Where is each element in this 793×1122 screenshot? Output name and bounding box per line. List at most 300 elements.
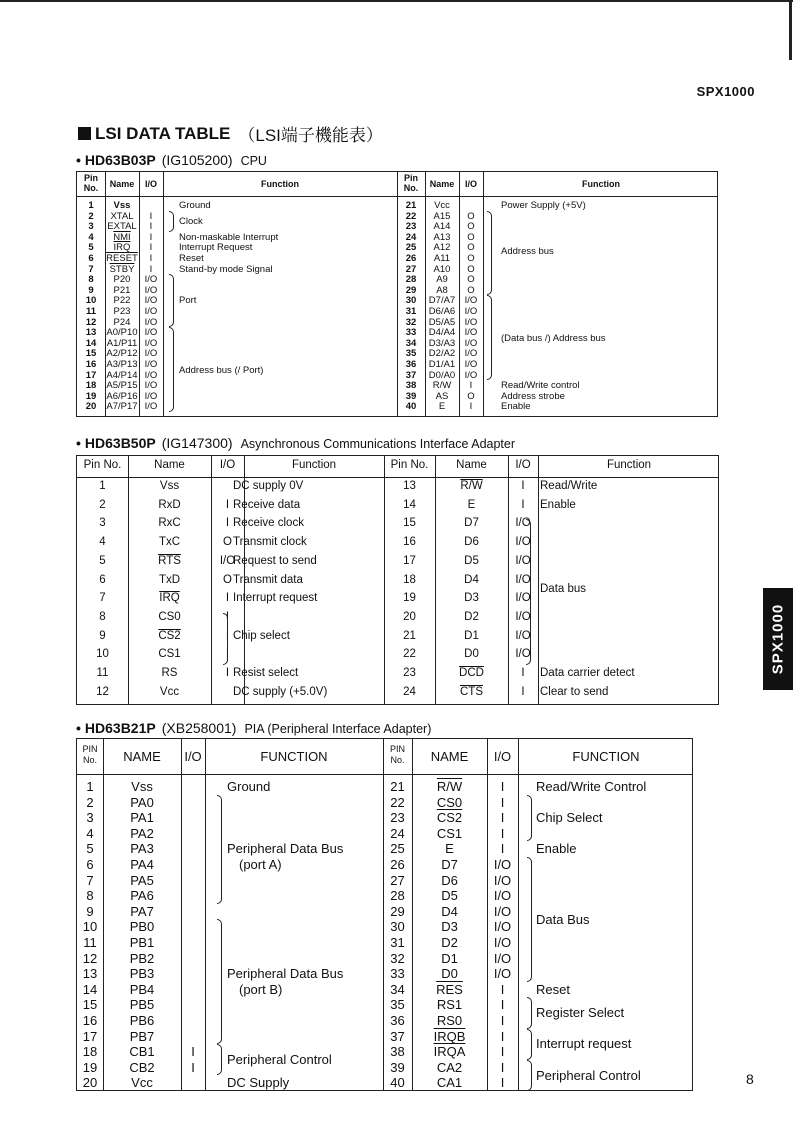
pin-io: I/O [144,348,158,360]
pin-number: 2 [99,498,106,511]
function-text: Transmit clock [233,536,307,549]
pin-number: 24 [403,685,416,698]
table-header: Name [456,459,487,471]
pin-number: 6 [88,253,94,264]
pin-number: 15 [82,997,98,1013]
pin-io: I/O [493,950,512,966]
pin-number: 14 [82,981,98,997]
pin-number: 2 [88,210,94,222]
pin-name: A10 [433,263,451,275]
pin-number: 14 [85,337,97,349]
pin-name: D1 [441,950,458,966]
pin-io: I [225,610,230,623]
pin-number: 16 [82,1013,98,1028]
pia-pin-table [76,738,693,1091]
pin-name: Vss [159,480,180,492]
pin-name: R/W [460,480,483,492]
pin-name: AS [435,390,449,402]
function-text: Transmit data [233,573,303,586]
pin-io: I/O [144,284,158,296]
function-text: Data bus [540,582,587,595]
function-text: Address bus [501,245,554,257]
function-text: Clear to send [540,685,609,698]
table-divider [483,172,484,416]
pin-number: 28 [390,888,405,904]
pin-io: O [467,231,475,243]
pin-io: I/O [515,554,531,567]
pin-io: I/O [515,648,531,661]
pin-number: 20 [82,1075,98,1091]
pin-io: I [149,263,153,275]
pin-number: 3 [99,517,106,530]
pin-name: D0 [441,966,458,982]
pin-name: $\overline{IRQ}$ [113,242,131,254]
pin-name: TxC [158,536,181,549]
brace-mark [527,1060,532,1091]
pin-number: 35 [405,348,417,360]
pin-number: 25 [390,841,405,857]
pin-io: I [521,667,525,679]
pin-name: PB0 [129,919,155,935]
pin-number: 9 [99,629,106,642]
section-desc: Asynchronous Communications Interface Adapter [240,437,516,451]
function-text: Read/Write Control [536,779,647,794]
pin-io: O [467,253,475,264]
pin-number: 33 [405,327,417,339]
pin-io: I [500,1028,505,1044]
pin-number: 5 [99,554,106,567]
pin-number: 36 [390,1013,405,1028]
pin-io: I/O [144,295,158,307]
pin-io: I [149,242,153,254]
pin-number: 18 [403,573,416,586]
function-text: Address bus (/ Port) [179,365,264,377]
table-header: FUNCTION [572,749,640,764]
section-desc: CPU [240,154,267,168]
brace-mark [527,857,532,982]
pin-io: I/O [493,966,512,982]
bullet-icon: • [76,720,81,736]
pin-name: A15 [433,210,451,222]
function-text: Clock [179,215,203,227]
pin-number: 4 [88,231,94,243]
pin-number: 23 [405,221,417,233]
pin-name: E [438,401,446,413]
pin-number: 23 [390,810,405,826]
pin-number: 30 [390,919,405,935]
pin-io: I/O [515,517,531,530]
brace-mark [223,613,228,665]
function-text: Interrupt Request [179,242,253,254]
pin-number: 4 [99,536,106,549]
section-part: HD63B03P [84,152,156,168]
function-text: Data carrier detect [540,667,635,679]
table-header: PIN No. [389,744,405,765]
pin-number: 19 [82,1059,98,1075]
function-text: Interrupt request [233,592,318,605]
pin-name: Vss [113,200,131,211]
brace-mark [527,795,532,842]
pin-io: O [223,573,232,586]
pin-io: I/O [144,369,158,381]
brace-mark [169,274,174,327]
square-bullet-icon [78,127,91,140]
pin-number: 3 [86,810,94,826]
pin-name: D1 [464,629,479,642]
pin-io: I [149,210,153,222]
function-text: Read/Write control [501,380,580,392]
pin-number: 7 [88,263,94,275]
function-text: Receive clock [233,517,304,530]
pin-name: RxC [158,517,181,530]
function-text: Peripheral Data Bus [227,841,344,857]
pin-name: PA4 [130,857,154,872]
function-text: Reset [179,253,204,264]
pin-name: PA7 [130,903,154,919]
pin-name: D6 [464,536,479,549]
table-rule [77,477,718,478]
pin-number: 32 [390,950,405,966]
pin-number: 7 [99,592,106,605]
pin-io: I [225,648,230,661]
pin-io: I [500,1013,505,1028]
table-header: Function [606,459,652,471]
pin-name: D7 [464,517,479,530]
table-rule [77,196,717,197]
pin-io: I/O [464,306,478,317]
pin-number: 12 [82,950,98,966]
pin-io: I [149,221,153,233]
table-header: I/O [515,459,531,471]
pin-number: 1 [86,779,94,794]
brace-mark [169,327,174,412]
pin-name: P20 [113,274,131,286]
header-model: SPX1000 [696,84,755,99]
pin-number: 8 [99,610,106,623]
pin-io: I/O [144,359,158,370]
table-header: Function [582,179,620,189]
pin-io: I [521,480,525,492]
pin-io: I [191,1059,195,1075]
pin-io: I [500,1044,505,1060]
brace-mark [527,997,532,1028]
pin-io: I/O [144,390,158,402]
pin-name: A8 [436,284,448,296]
pin-name: D2 [464,610,479,623]
function-text: Read/Write [540,480,598,492]
pin-name: A11 [433,253,451,264]
pin-io: I [500,794,505,810]
pin-number: 7 [86,872,94,888]
acia-pin-table [76,455,719,705]
function-text: Enable [540,498,576,511]
pin-name: PB2 [129,950,155,966]
table-rule [77,774,692,775]
pin-name: EXTAL [107,221,137,233]
pin-name: PA6 [130,888,154,904]
function-text: Chip select [233,629,290,642]
function-text: DC Supply [227,1075,290,1091]
pin-io: O [467,284,475,296]
pin-io: I [469,380,473,392]
table-divider [163,172,164,416]
pin-name: XTAL [110,210,134,222]
pin-name: D6/A6 [428,306,456,317]
table-divider [538,456,539,704]
function-text: Chip Select [536,810,603,826]
pin-number: 32 [405,316,417,328]
pin-number: 26 [405,253,417,264]
pin-number: 17 [82,1028,98,1044]
pin-io: O [467,263,475,275]
pin-name: A6/P16 [106,390,138,402]
pin-io: I/O [464,348,478,360]
pin-io: I/O [144,327,158,339]
table-header: I/O [219,459,236,471]
pin-name: D1/A1 [428,359,456,370]
pin-name: RESET [106,253,138,264]
pin-name: PA5 [130,872,154,888]
pin-number: 11 [83,935,97,950]
pin-number: 16 [403,536,416,549]
function-text: Power Supply (+5V) [501,200,586,211]
pin-io: I/O [144,337,158,349]
pin-io: I [521,685,525,698]
pin-io: I/O [515,573,531,586]
table-header: Name [154,459,185,471]
pin-name: RxD [158,498,181,511]
pin-name: D7/A7 [428,295,456,307]
pin-name: A13 [433,231,451,243]
function-text: Stand-by mode Signal [179,263,273,275]
pin-number: 22 [403,648,416,661]
pin-name: A5/P15 [106,380,138,392]
pin-name: E [467,498,476,511]
pin-name: A7/P17 [106,401,138,413]
pin-number: 3 [88,221,94,233]
table-header: NAME [430,749,469,764]
section-title-pia [76,720,431,736]
table-header: FUNCTION [260,749,328,764]
pin-name: RS0 [436,1013,463,1028]
function-text: Enable [536,841,577,857]
section-part: HD63B21P [84,720,156,736]
pin-name: Vcc [131,1075,153,1091]
pin-name: STBY [109,263,135,275]
pin-name: PB4 [129,981,155,997]
pin-number: 19 [85,390,97,402]
pin-number: 20 [403,610,416,623]
pin-io: I [225,629,230,642]
pin-io: I/O [464,359,478,370]
table-divider [518,739,519,1090]
pin-io: I [500,997,505,1013]
pin-name: $\overline{RTS}$ [158,554,181,567]
pin-io: I/O [144,316,158,328]
pin-io: I/O [493,872,512,888]
pin-name: A14 [433,221,451,233]
function-text: Reset [536,981,570,997]
pin-io: O [467,390,475,402]
pin-io: I/O [144,401,158,413]
pin-name: CB2 [129,1059,155,1075]
pin-io: I [500,1059,505,1075]
table-header: Pin No. [403,173,419,193]
pin-number: 1 [88,200,94,211]
function-text: Enable [501,401,531,413]
pin-io: O [223,536,232,549]
right-rule [789,0,792,60]
function-text: Non-maskable Interrupt [179,231,279,243]
pin-number: 9 [88,284,94,296]
brace-mark [217,795,222,904]
title-cn: （LSI端子機能表） [238,126,383,145]
pin-io: I [500,981,505,997]
pin-number: 23 [403,667,416,679]
pin-number: 34 [390,981,405,997]
pin-number: 6 [99,573,106,586]
table-divider [181,739,182,1090]
pin-io: I [500,841,505,857]
side-tab [763,588,793,690]
pin-number: 22 [390,794,405,810]
pin-number: 39 [390,1059,405,1075]
pin-name: D4/A4 [428,327,456,339]
pin-io: I/O [493,857,512,872]
brace-mark [169,211,174,232]
pin-io: I/O [464,327,478,339]
table-header: I/O [184,749,202,764]
brace-mark [217,1044,222,1075]
function-text: Peripheral Control [536,1067,641,1083]
pin-name: CS0 [158,610,181,623]
pin-name: PA1 [130,810,154,826]
pin-io: I [149,231,153,243]
page-number: 8 [746,1071,754,1087]
pin-name: IRQA [433,1044,466,1060]
pin-number: 20 [85,401,97,413]
pin-name: PA2 [130,825,154,841]
pin-io: I [225,592,230,605]
pin-name: D0/A0 [428,369,456,381]
pin-number: 13 [85,327,97,339]
table-divider [205,739,206,1090]
pin-name: D5 [464,554,479,567]
pin-number: 29 [390,903,405,919]
title-main: LSI DATA TABLE [95,123,231,143]
pin-number: 26 [390,857,405,872]
pin-number: 40 [405,401,417,413]
pin-number: 35 [390,997,405,1013]
pin-name: CS2 [158,629,181,642]
pin-number: 12 [96,685,109,698]
pin-name: CS1 [436,825,463,841]
table-header: Name [429,179,455,189]
pin-number: 21 [405,200,417,211]
bullet-icon: • [76,152,81,168]
function-text: (port B) [239,981,283,997]
pin-number: 12 [85,316,97,328]
brace-mark [217,919,222,1044]
pin-name: D4 [441,903,458,919]
pin-name: D3 [464,592,479,605]
pin-number: 21 [390,779,405,794]
section-title-acia [76,435,515,451]
pin-name: P23 [113,306,131,317]
table-header: Function [291,459,337,471]
cpu-pin-table [76,171,718,417]
table-header: Pin No. [390,459,429,471]
side-tab-label: SPX1000 [769,603,787,675]
table-header: Function [261,179,299,189]
pin-number: 2 [86,794,94,810]
pin-name: RS [161,667,178,679]
brace-mark [526,519,531,665]
pin-number: 5 [88,242,94,254]
pin-name: CB1 [129,1044,155,1060]
pin-number: 5 [86,841,94,857]
pin-name: A0/P10 [106,327,138,339]
pin-number: 28 [405,274,417,286]
pin-name: D5 [441,888,458,904]
section-code: (IG105200) [161,152,233,168]
pin-io: O [467,274,475,286]
pin-name: P22 [113,295,131,307]
function-text: Interrupt request [536,1036,632,1052]
pin-number: 13 [403,480,416,492]
pin-io: I [191,1044,195,1060]
pin-name: TxD [158,573,181,586]
pin-name: $\overline{DCD}$ [459,667,484,679]
pin-number: 13 [82,966,98,982]
function-text: Data Bus [536,911,590,927]
pin-name: PB6 [129,1013,155,1028]
pin-name: $\overline{RES}$ [436,981,463,997]
pin-io: I/O [144,306,158,317]
pin-name: A4/P14 [106,369,138,381]
pin-io: I [225,667,230,679]
pin-number: 34 [405,337,417,349]
section-code: (IG147300) [161,435,233,451]
pin-io: I [500,1075,505,1091]
pin-name: D7 [441,857,458,872]
pin-io: I/O [493,888,512,904]
brace-mark [527,1029,532,1060]
pin-number: 11 [85,306,97,317]
table-header: I/O [464,179,477,189]
pin-number: 33 [390,966,405,982]
pin-io: O [467,242,475,254]
pin-number: 18 [85,380,97,392]
section-desc: PIA (Peripheral Interface Adapter) [244,722,432,736]
pin-number: 37 [405,369,417,381]
pin-io: I/O [144,274,158,286]
pin-name: CS2 [436,810,463,826]
pin-number: 22 [405,210,417,222]
function-text: Peripheral Data Bus [227,966,344,982]
pin-name: $\overline{NMI}$ [113,231,131,243]
table-header: NAME [123,749,161,764]
pin-name: CA2 [436,1059,463,1075]
top-rule [0,0,793,2]
pin-name: PB3 [129,966,155,982]
pin-name: A2/P12 [106,348,138,360]
pin-number: 10 [85,295,97,307]
pin-name: Vss [131,779,153,794]
pin-number: 8 [88,274,94,286]
pin-name: $\overline{IRQ}$ [159,592,180,605]
function-text: (port A) [239,857,282,872]
